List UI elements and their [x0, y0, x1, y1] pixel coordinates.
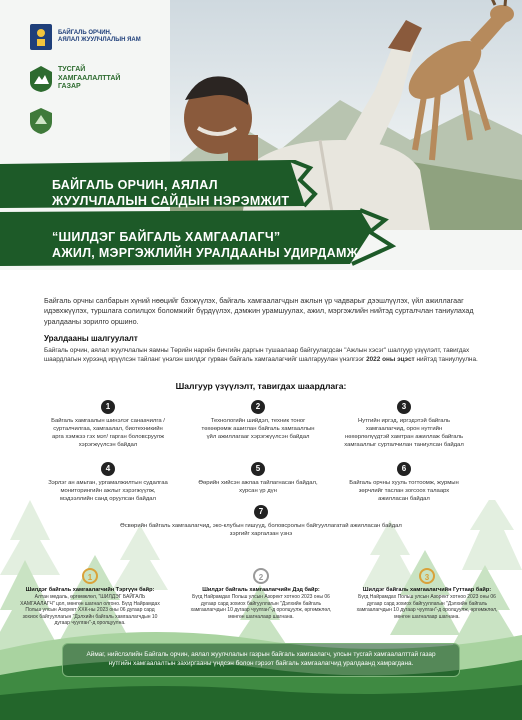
criterion-text: Зэрлэг ан амьтан, ургамалжилтын судалгаа мониторингийн ажлыг хэрэгжүүлж, мэдээллийн санд оруулсан байдал [48, 480, 168, 502]
criterion-2 [198, 400, 318, 442]
criterion-3 [344, 400, 464, 450]
criterion-number: 4 [101, 462, 115, 476]
award-title: Шилдэг байгаль хамгаалагчийн Гуттаар байр: [362, 587, 492, 593]
shield-emblem-icon [30, 108, 52, 134]
third-logo [30, 108, 190, 134]
criterion-number: 1 [101, 400, 115, 414]
criterion-text: Байгаль орчны хууль тогтоомж, журмын зөрчлийг таслан зогсоох талаарх ажилласан байдал [349, 480, 459, 502]
criterion-number: 6 [397, 462, 411, 476]
award-text: Бүгд Найрамдах Польш улсын Азорект хотноо 2023 оны 06 дугаар сард зохиох байгууллагын "Дэлхийн байгаль хамгаалагчдын 10 дугаар чуулган"-д оролцуулж, өргөмжлөл, мөнгөн шагналаар шагнана. [356, 594, 498, 620]
award-text: Бүгд Найрамдах Польш улсын Азорект хотноо 2023 оны 06 дугаар сард зохиох байгууллагын "Дэлхийн байгаль хамгаалагчдын 10 дугаар чуулган"-д оролцуулж, өргөмжлөл, мөнгөн шагналаар шагнана. [190, 594, 332, 620]
intro-paragraph: Байгаль орчны салбарын хүний нөөцийг бэхжүүлэх, байгаль хамгаалагчдын ажлын үр чадварыг дээшлүүлэх, үйл ажиллагааг идэвхжүүлэх, туршлага солилцох боломжийг бүрдүүлэх, дэмжин урамшуулах, ажил, мэргэжлийн нийтэд сурталчлан таниулахад уралдааны зорилго оршино. [44, 296, 474, 326]
protected-area-logo-text: ТУСГАЙ ХАМГААЛАЛТТАЙ ГАЗАР [58, 66, 121, 91]
eligibility-text: Аймаг, нийслэлийн Байгаль орчин, аялал жуулчлалын газрын байгаль хамгаалагч, улсын тусгай хамгаалалттай газар нутгийн хамгаалалтын захиргааны үндсэн болон гэрээт байгаль хамгаалагчид уралдаанд хамрагдана. [86, 651, 436, 667]
criterion-5 [198, 462, 318, 496]
bronze-medal-icon: 3 [419, 568, 435, 584]
gold-medal-icon: 1 [82, 568, 98, 584]
award-title: Шилдэг байгаль хамгаалагчийн Тэргүүн байр: [25, 587, 155, 593]
criterion-4 [48, 462, 168, 504]
criterion-text: Нутгийн иргэд, иргэдэтэй байгаль хамгаалагчид, орон нутгийн нөхөрлөлүүдтэй хамтран ажиллаж байгаль хамгааллыг сурталчилан таниулсан байдал [344, 418, 464, 448]
section-text-before: Байгаль орчин, аялал жуулчлалын яамны Төрийн нарийн бичгийн даргын тушаалаар байгуулагдсан "Ажлын хэсэг" шалгуур үзүүлэлт, тавигдах шаардлагын хүрээнд ирүүлсэн тайланг үнэлэн шилдэг гурван байгаль хамгаалагчийг шалгаруулан үнэлгээг [44, 347, 470, 363]
criterion-6 [344, 462, 464, 504]
award-third-place [352, 568, 502, 620]
protected-area-emblem-icon [30, 66, 52, 92]
section-text-bold: 2022 оны эцэст [366, 355, 415, 363]
criterion-text: Технологийн шийдэл, техник тоног төхөөрөмж ашиглан байгаль хамгааллын үйл ажиллагааг хэрэгжүүлсэн байдал [201, 418, 315, 440]
criterion-number: 3 [397, 400, 411, 414]
logo-group [30, 24, 190, 150]
award-title: Шилдэг байгаль хамгаалагчийн Дэд байр: [202, 587, 320, 593]
criterion-1 [48, 400, 168, 450]
criterion-number: 2 [251, 400, 265, 414]
award-second-place [188, 568, 334, 620]
award-first-place [20, 568, 160, 627]
section-paragraph [44, 347, 484, 365]
criterion-text: Өсвөрийн байгаль хамгаалагчид, эко-клубын гишүүд, боловсролын байгууллагатай ажилласан байдал зэргийг харгалзан үзнэ [120, 523, 402, 537]
criterion-text: Өөрийн хийсэн ажлаа тайлагнасан байдал, хурсан үр дүн [198, 480, 318, 494]
criteria-heading: Шалгуур үзүүлэлт, тавигдах шаардлага: [175, 381, 347, 391]
ministry-logo-text: БАЙГАЛЬ ОРЧИН, АЯЛАЛ ЖУУЛЧЛАЛЫН ЯАМ [58, 29, 141, 43]
criterion-number: 5 [251, 462, 265, 476]
protected-area-logo [30, 66, 190, 92]
silver-medal-icon: 2 [253, 568, 269, 584]
criterion-text: Байгаль хамгаалын шинэлэг санаачилга /сурталчилгаа, хамгаалал, биотехникийн арга хэмжээ гэх мэт/ гарган боловсруулж хэрэгжүүлсэн байдал [51, 418, 165, 448]
award-text: Алтан медаль, өргөмжлөл, "ШИЛДЭГ БАЙГАЛЬ ХАМГААЛАГЧ" цол, мөнгөн шагнал олгоно. Бүгд Найрамдах Польш улсын Азорект ХХК-ны 2023 оны 06 дугаар сард зохиох байгууллагын "Дэлхийн байгаль хамгаалагчдын 10 дугаар чуулган"-д оролцуулна. [20, 594, 160, 626]
ministry-logo [30, 24, 190, 50]
section-text-after: нийтэд таниулуулна. [416, 355, 478, 363]
header-section [0, 0, 522, 270]
ministry-award-title: БАЙГАЛЬ ОРЧИН, АЯЛАЛ ЖУУЛЧЛАЛЫН САЙДЫН НЭРЭМЖИТ [52, 178, 290, 208]
ministry-emblem-icon [30, 24, 52, 50]
section-heading: Уралдааны шалгуулалт [44, 334, 138, 343]
eligibility-box [62, 643, 460, 677]
criterion-number: 7 [254, 505, 268, 519]
criterion-7 [111, 505, 411, 539]
competition-title: “ШИЛДЭГ БАЙГАЛЬ ХАМГААЛАГЧ” АЖИЛ, МЭРГЭЖЛИЙН УРАЛДААНЫ УДИРДАМЖ [52, 230, 359, 260]
